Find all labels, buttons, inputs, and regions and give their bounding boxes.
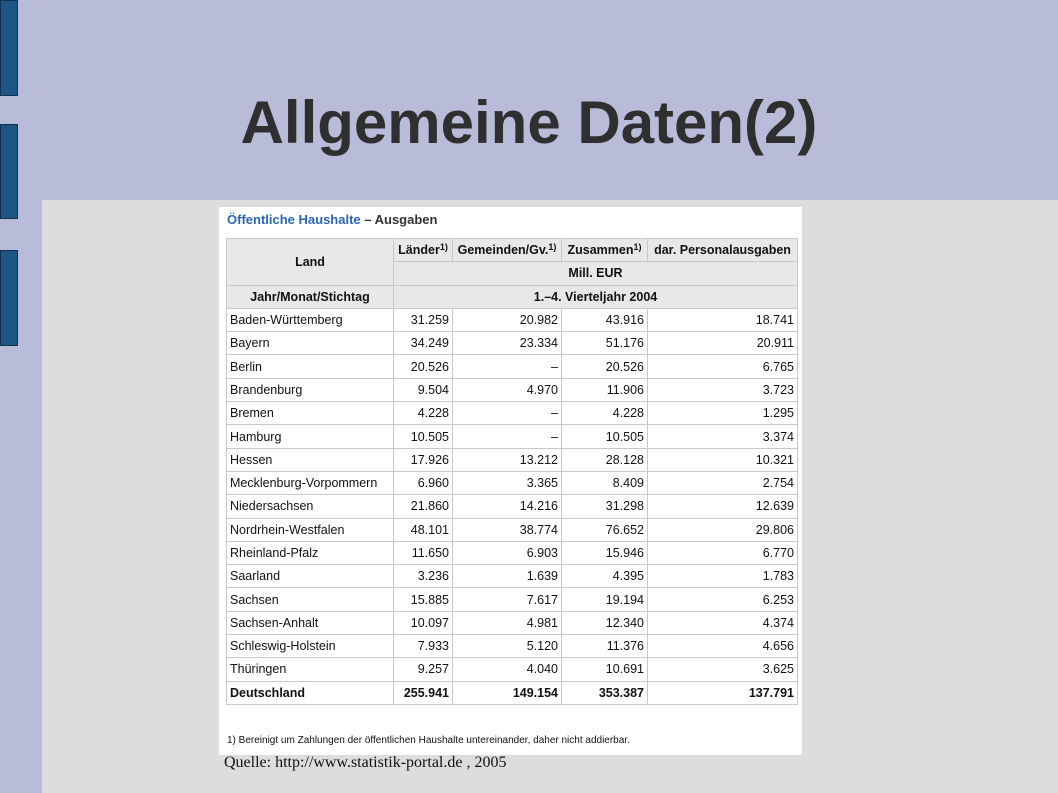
expenditure-table — [226, 238, 798, 705]
header-gemeinden: Gemeinden/Gv.$^{1)}$ — [453, 239, 562, 262]
table-row — [227, 448, 798, 471]
row-land-cell: Bayern — [227, 332, 394, 355]
row-value-cell: 17.926 — [394, 448, 453, 471]
row-value-cell: 20.982 — [453, 308, 562, 331]
row-value-cell: 3.625 — [648, 658, 798, 681]
row-land-cell: Bremen — [227, 402, 394, 425]
row-value-cell: 12.639 — [648, 495, 798, 518]
header-land: Land — [227, 239, 394, 286]
row-value-cell: 1.783 — [648, 565, 798, 588]
slide-title: Allgemeine Daten(2) — [240, 89, 818, 156]
row-value-cell: 2.754 — [648, 471, 798, 494]
row-value-cell: 19.194 — [562, 588, 648, 611]
header-zusammen: Zusammen$^{1)}$ — [562, 239, 648, 262]
row-value-cell: 18.741 — [648, 308, 798, 331]
row-value-cell: 48.101 — [394, 518, 453, 541]
row-land-cell: Hamburg — [227, 425, 394, 448]
row-value-cell: 20.526 — [394, 355, 453, 378]
table-title-link[interactable]: Öffentliche Haushalte — [227, 212, 361, 227]
row-value-cell: 10.691 — [562, 658, 648, 681]
table-row — [227, 611, 798, 634]
row-value-cell: 6.903 — [453, 541, 562, 564]
row-value-cell: 4.040 — [453, 658, 562, 681]
row-value-cell: 7.933 — [394, 635, 453, 658]
header-laender: Länder$^{1)}$ — [394, 239, 453, 262]
row-land-cell: Brandenburg — [227, 378, 394, 401]
edge-bar-3 — [0, 250, 18, 346]
row-value-cell: 15.885 — [394, 588, 453, 611]
table-row — [227, 518, 798, 541]
row-value-cell: 3.374 — [648, 425, 798, 448]
table-row — [227, 425, 798, 448]
table-row — [227, 332, 798, 355]
header-personal: dar. Personalausgaben — [648, 239, 798, 262]
row-value-cell: 8.409 — [562, 471, 648, 494]
row-land-cell: Baden-Württemberg — [227, 308, 394, 331]
row-value-cell: 76.652 — [562, 518, 648, 541]
row-value-cell: 4.981 — [453, 611, 562, 634]
row-value-cell: – — [453, 355, 562, 378]
row-land-cell: Schleswig-Holstein — [227, 635, 394, 658]
row-land-cell: Thüringen — [227, 658, 394, 681]
row-land-cell: Berlin — [227, 355, 394, 378]
row-value-cell: 11.650 — [394, 541, 453, 564]
row-value-cell: 10.321 — [648, 448, 798, 471]
table-row — [227, 588, 798, 611]
table-row — [227, 541, 798, 564]
row-value-cell: 21.860 — [394, 495, 453, 518]
row-value-cell: – — [453, 402, 562, 425]
row-value-cell: 43.916 — [562, 308, 648, 331]
row-value-cell: 6.765 — [648, 355, 798, 378]
row-value-cell: 10.505 — [562, 425, 648, 448]
row-value-cell: 4.374 — [648, 611, 798, 634]
row-value-cell: 10.097 — [394, 611, 453, 634]
row-value-cell: 23.334 — [453, 332, 562, 355]
table-card — [219, 207, 802, 755]
row-value-cell: – — [453, 425, 562, 448]
row-value-cell: 20.526 — [562, 355, 648, 378]
table-row — [227, 495, 798, 518]
table-row — [227, 355, 798, 378]
header-period-label: Jahr/Monat/Stichtag — [227, 285, 394, 308]
row-land-cell: Niedersachsen — [227, 495, 394, 518]
row-value-cell: 7.617 — [453, 588, 562, 611]
row-value-cell: 31.259 — [394, 308, 453, 331]
total-land-cell: Deutschland — [227, 681, 394, 704]
table-row — [227, 565, 798, 588]
row-value-cell: 29.806 — [648, 518, 798, 541]
table-row — [227, 378, 798, 401]
table-row — [227, 402, 798, 425]
row-land-cell: Rheinland-Pfalz — [227, 541, 394, 564]
table-body — [227, 308, 798, 704]
table-row — [227, 635, 798, 658]
source-note: Quelle: http://www.statistik-portal.de , 2005 — [224, 754, 507, 771]
row-value-cell: 10.505 — [394, 425, 453, 448]
row-value-cell: 5.120 — [453, 635, 562, 658]
row-value-cell: 4.395 — [562, 565, 648, 588]
row-value-cell: 9.504 — [394, 378, 453, 401]
total-value-cell: 255.941 — [394, 681, 453, 704]
row-value-cell: 14.216 — [453, 495, 562, 518]
row-value-cell: 4.656 — [648, 635, 798, 658]
row-value-cell: 38.774 — [453, 518, 562, 541]
row-value-cell: 6.960 — [394, 471, 453, 494]
row-land-cell: Sachsen — [227, 588, 394, 611]
row-land-cell: Hessen — [227, 448, 394, 471]
table-row — [227, 308, 798, 331]
table-title-rest: – Ausgaben — [360, 212, 438, 227]
row-value-cell: 11.376 — [562, 635, 648, 658]
row-value-cell: 15.946 — [562, 541, 648, 564]
table-footnote: 1) Bereinigt um Zahlungen der öffentlichen Haushalte untereinander, daher nicht addierbar. — [227, 735, 630, 746]
row-value-cell: 6.253 — [648, 588, 798, 611]
row-value-cell: 9.257 — [394, 658, 453, 681]
row-value-cell: 6.770 — [648, 541, 798, 564]
header-period: 1.–4. Vierteljahr 2004 — [394, 285, 798, 308]
total-value-cell: 137.791 — [648, 681, 798, 704]
row-value-cell: 1.639 — [453, 565, 562, 588]
row-value-cell: 12.340 — [562, 611, 648, 634]
edge-bar-1 — [0, 0, 18, 96]
row-land-cell: Mecklenburg-Vorpommern — [227, 471, 394, 494]
row-value-cell: 20.911 — [648, 332, 798, 355]
row-value-cell: 13.212 — [453, 448, 562, 471]
table-row — [227, 658, 798, 681]
table-row — [227, 471, 798, 494]
row-value-cell: 3.723 — [648, 378, 798, 401]
row-value-cell: 11.906 — [562, 378, 648, 401]
row-value-cell: 51.176 — [562, 332, 648, 355]
row-land-cell: Nordrhein-Westfalen — [227, 518, 394, 541]
row-value-cell: 3.236 — [394, 565, 453, 588]
row-value-cell: 4.228 — [394, 402, 453, 425]
row-land-cell: Sachsen-Anhalt — [227, 611, 394, 634]
table-total-row — [227, 681, 798, 704]
row-value-cell: 3.365 — [453, 471, 562, 494]
row-value-cell: 1.295 — [648, 402, 798, 425]
row-value-cell: 28.128 — [562, 448, 648, 471]
table-title — [227, 212, 437, 227]
row-value-cell: 4.228 — [562, 402, 648, 425]
total-value-cell: 149.154 — [453, 681, 562, 704]
total-value-cell: 353.387 — [562, 681, 648, 704]
row-value-cell: 31.298 — [562, 495, 648, 518]
row-land-cell: Saarland — [227, 565, 394, 588]
header-unit: Mill. EUR — [394, 262, 798, 285]
row-value-cell: 4.970 — [453, 378, 562, 401]
row-value-cell: 34.249 — [394, 332, 453, 355]
